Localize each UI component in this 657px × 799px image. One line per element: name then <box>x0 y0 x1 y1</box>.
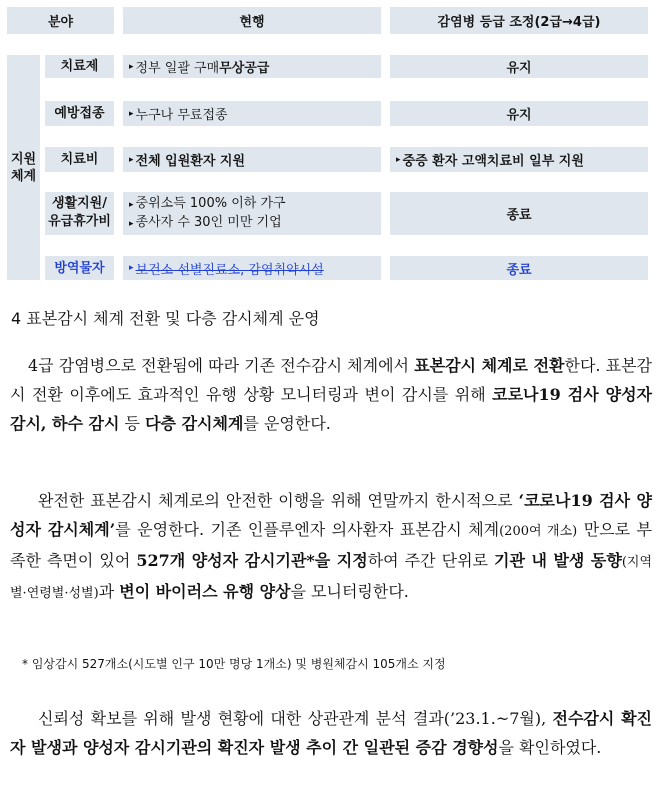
current-text: 중위소득 100% 이하 가구 <box>135 196 286 211</box>
row-adjust: 유지 <box>390 101 648 126</box>
current-bold-text: 무상공급 <box>219 61 270 76</box>
current-line <box>129 214 381 233</box>
row-category: 예방접종 <box>45 101 114 126</box>
row-category: 방역물자 <box>45 256 114 280</box>
adjust-text: 중증 환자 고액치료비 일부 지원 <box>402 154 584 169</box>
bullet-icon: ▸ <box>129 154 134 165</box>
text: 등 <box>119 414 146 433</box>
section-title: 4 표본감시 체계 전환 및 다층 감시체계 운영 <box>11 309 320 328</box>
row-category: 치료제 <box>45 55 114 78</box>
bold-text: 전수감시 확진자 발생과 양성자 감시기관의 확진자 발생 추이 간 일관된 증감 경향성 <box>10 709 653 757</box>
text: 를 운영한다. <box>243 414 331 433</box>
text: 신뢰성 확보를 위해 발생 현황에 대한 상관관계 분석 결과(’23.1.~7월), <box>38 709 553 728</box>
row-current <box>123 55 381 78</box>
row-current <box>123 256 381 280</box>
row-adjust: 유지 <box>390 55 648 78</box>
text: 만으로 부족한 측면이 있어 <box>10 520 652 570</box>
row-current <box>123 192 381 235</box>
bullet-icon: ▸ <box>396 154 401 165</box>
bullet-icon: ▸ <box>129 200 134 210</box>
row-category: 치료비 <box>45 147 114 172</box>
bold-text: 표본감시 체계로 전환 <box>414 356 565 375</box>
text: 를 운영한다. 기존 인플루엔자 의사환자 표본감시 체계 <box>115 520 500 539</box>
text: 하여 주간 단위로 <box>367 551 495 570</box>
row-current <box>123 101 381 126</box>
current-bold-text: 전체 입원환자 지원 <box>135 154 246 169</box>
small-text: (지역별·연령별·성별) <box>10 555 653 601</box>
bold-text: 기관 내 발생 동향 <box>494 551 622 570</box>
text: 한다. 표본감시 전환 이후에도 효과적인 유행 상황 모니터링과 변이 감시를 위해 <box>10 356 652 404</box>
text: 과 <box>98 582 120 601</box>
row-adjust: 종료 <box>390 256 648 280</box>
bullet-icon: ▸ <box>129 263 134 273</box>
paragraph-3 <box>10 704 652 762</box>
text: 완전한 표본감시 체계로의 안전한 이행을 위해 연말까지 한시적으로 <box>38 491 519 510</box>
paragraph-1 <box>10 351 652 438</box>
bold-text: 527개 양성자 감시기관*을 지정 <box>136 551 368 570</box>
current-text: 종사자 수 30인 미만 기업 <box>135 215 282 230</box>
bold-text: 변이 바이러스 유행 양상 <box>119 582 291 601</box>
text: 4급 감염병으로 전환됨에 따라 기존 전수감시 체계에서 <box>28 356 415 375</box>
row-adjust: 종료 <box>390 192 648 235</box>
current-line <box>129 195 381 214</box>
header-adjust: 감염병 등급 조정(2급→4급) <box>390 7 648 34</box>
text: 을 모니터링한다. <box>290 582 409 601</box>
current-text: 누구나 무료접종 <box>135 108 228 123</box>
bullet-icon: ▸ <box>129 61 134 72</box>
bold-text: 코로나19 검사 양성자 감시, 하수 감시 <box>10 385 652 433</box>
current-text: 정부 일괄 구매 <box>135 61 220 76</box>
header-field: 분야 <box>7 7 114 34</box>
header-current: 현행 <box>123 7 381 34</box>
row-adjust <box>390 147 648 172</box>
bold-text: 다층 감시체계 <box>145 414 244 433</box>
category-line: 생활지원/ <box>52 196 107 211</box>
row-category <box>45 192 114 235</box>
paragraph-2 <box>10 486 652 608</box>
bullet-icon: ▸ <box>129 219 134 229</box>
bold-text: ‘코로나19 검사 양성자 감시체계’ <box>10 491 652 539</box>
bullet-icon: ▸ <box>129 108 134 119</box>
row-current <box>123 147 381 172</box>
group-label: 지원 체계 <box>7 55 40 280</box>
footnote: * 임상감시 527개소(시도별 인구 10만 명당 1개소) 및 병원체감시 105개소 지정 <box>22 657 446 671</box>
category-line: 유급휴가비 <box>48 214 111 229</box>
current-text: 보건소 선별진료소, 감염취약시설 <box>135 262 324 278</box>
text: 을 확인하였다. <box>498 738 602 757</box>
small-text: (200여 개소) <box>499 524 578 539</box>
